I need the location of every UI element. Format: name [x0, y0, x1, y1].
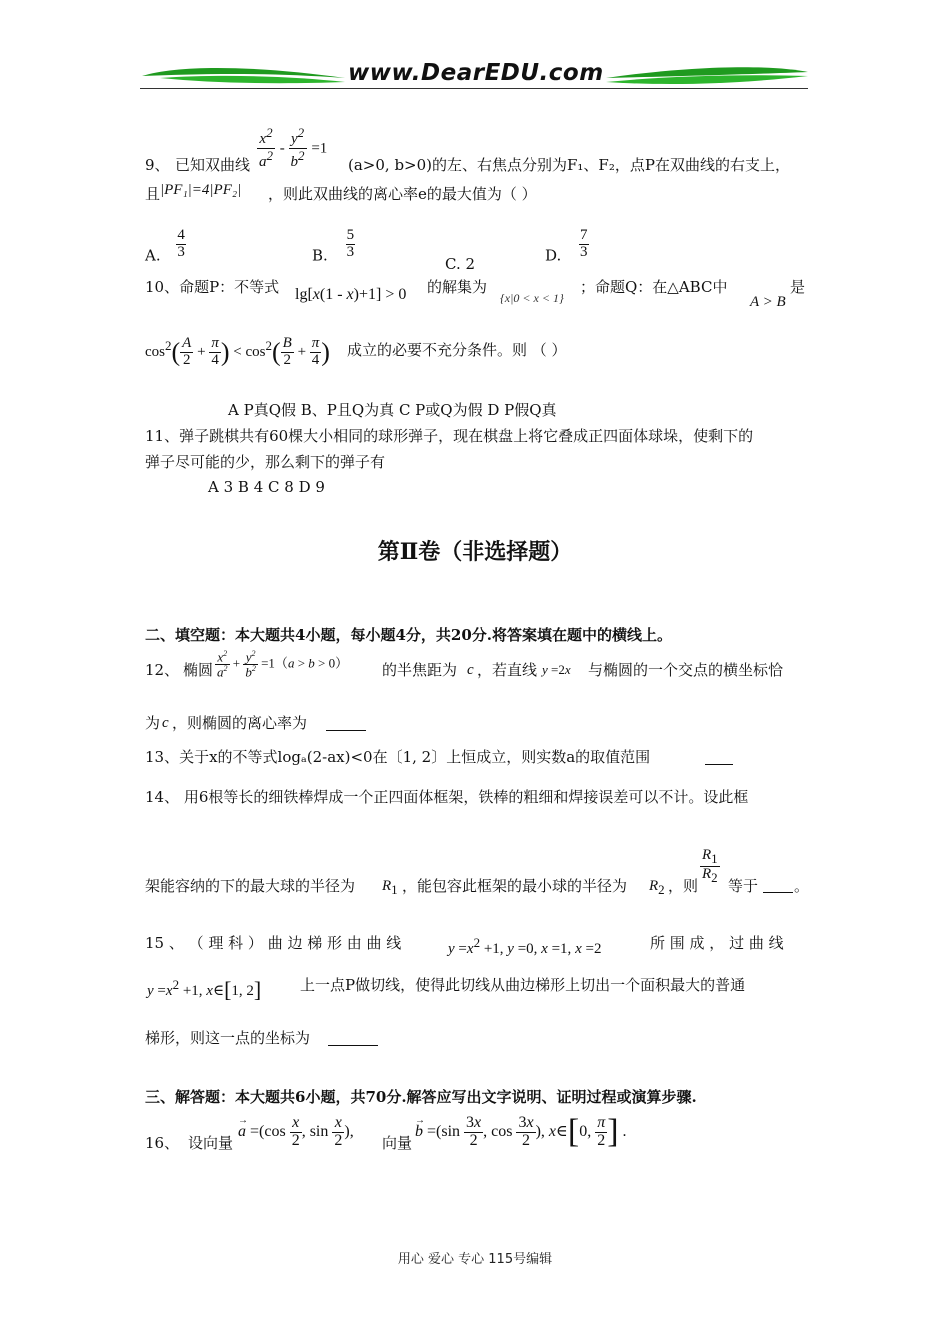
q10-options: A P真Q假 B、P且Q为真 C P或Q为假 D P假Q真	[228, 401, 557, 419]
part2-title: 第Ⅱ卷（非选择题）	[377, 539, 573, 565]
q14-r2: $R_2$	[649, 878, 665, 897]
q9-option-b[interactable]: B. $\frac{5}{3}$	[312, 227, 355, 265]
site-logo[interactable]: www.DearEDU.com	[348, 60, 604, 86]
q10-solution-set: {x|0 < x < 1}	[500, 291, 564, 305]
q9-option-d[interactable]: D. $\frac{7}{3}$	[545, 227, 588, 265]
q15-line2: 上一点P做切线，使得此切线从曲边梯形上切出一个面积最大的普通	[300, 976, 746, 994]
q11-line2: 弹子尽可能的少，那么剩下的弹子有	[145, 453, 386, 471]
q9-line2-prefix: 且	[145, 185, 161, 203]
q9-hyperbola-equation: $\frac{x^2}{a^2}$ - $\frac{y^2}{b^2}$ =1	[259, 125, 328, 170]
q14-l2d: 等于	[728, 877, 759, 895]
q14-r1: $R_1$	[382, 878, 398, 897]
q12-line-equation: y =2x	[542, 662, 571, 677]
q13-answer-blank[interactable]	[705, 764, 733, 765]
q14-line1: 14、 用6根等长的细铁棒焊成一个正四面体框架，铁棒的粗细和焊接误差可以不计。设此框	[145, 788, 749, 806]
q12-line2b: ，则椭圆的离心率为	[172, 714, 308, 732]
q10-text1: 10、命题P：不等式	[145, 278, 280, 296]
header-leaf-left-icon	[140, 62, 350, 88]
q12-t3: ，若直线	[477, 661, 538, 679]
q15-curve-domain: $y =x^2 +1$, x∈[1, 2]	[147, 977, 262, 1002]
q10-inequality: lg[x(1 - x)+1] > 0	[295, 286, 407, 303]
q9-line2-suffix: ，则此双曲线的离心率e的最大值为（ ）	[268, 185, 537, 203]
q15-line3: 梯形，则这一点的坐标为	[145, 1029, 311, 1047]
q13-text: 13、关于x的不等式logₐ(2-ax)<0在〔1, 2〕上恒成立，则实数a的取值范围	[145, 748, 651, 766]
q16-vector-b: b → =(sin $\frac{3x}{2}$ , cos $\frac{3x}{2}$ ), x∈[0, $\frac{\pi}{2}$ ] .	[415, 1112, 627, 1150]
q9-option-b-label: B.	[312, 246, 328, 265]
q11-options: A 3 B 4 C 8 D 9	[208, 478, 325, 496]
q9-option-a-label: A.	[145, 246, 161, 265]
header-leaf-right-icon	[598, 62, 810, 88]
q16-number: 16、	[145, 1134, 180, 1152]
q15-answer-blank[interactable]	[328, 1045, 378, 1046]
q10-text2: 的解集为	[427, 278, 488, 296]
q9-condition: (a>0, b>0)的左、右焦点分别为F₁、F₂，点P在双曲线的右支上，	[348, 156, 790, 174]
q15-l1b: 所 围 成 ， 过 曲 线	[650, 934, 784, 952]
q10-text5: 成立的必要不充分条件。则 （ ）	[347, 341, 567, 359]
q16-t2: 向量	[382, 1134, 413, 1152]
q14-l2c: ，则	[668, 877, 699, 895]
q15-curve-equations: $y =x^2 +1$, y =0, x =1, x =2	[448, 935, 602, 957]
q12-t1: 椭圆	[183, 661, 214, 679]
q11-line1: 11、弹子跳棋共有60棵大小相同的球形弹子，现在棋盘上将它叠成正四面体球垛，使剩下的	[145, 427, 754, 445]
q9-intro: 已知双曲线	[175, 156, 251, 174]
section3-heading: 三、解答题：本大题共6小题，共70分.解答应写出文字说明、证明过程或演算步骤.	[145, 1088, 697, 1106]
q16-vector-a: a → =(cos $\frac{x}{2}$ , sin $\frac{x}{2}$ ),	[238, 1114, 354, 1149]
q14-l2a: 架能容纳的下的最大球的半径为	[145, 877, 356, 895]
q12-t4: 与椭圆的一个交点的横坐标恰	[588, 661, 784, 679]
header-rule	[140, 88, 808, 89]
footer-text: 用心 爱心 专心 115号编辑	[397, 1252, 553, 1267]
header	[140, 58, 810, 94]
q9-option-d-label: D.	[545, 246, 562, 265]
q14-l2e: 。	[794, 877, 810, 895]
q12-t2: 的半焦距为	[382, 661, 458, 679]
q14-ratio: $\frac{R_1}{R_2}$	[702, 847, 718, 885]
q12-number: 12、	[145, 661, 180, 679]
q15-l1a: 15 、 （ 理 科 ） 曲 边 梯 形 由 曲 线	[145, 934, 402, 952]
section2-heading: 二、填空题：本大题共4小题，每小题4分，共20分.将答案填在题中的横线上。	[145, 626, 672, 644]
q9-number: 9、	[145, 156, 170, 174]
q14-answer-blank[interactable]	[763, 892, 793, 893]
q10-cosine-inequality: $\cos^2$( $\frac{A}{2}$ + $\frac{\pi}{4}$ ) < $\cos^2$( $\frac{B}{2}$ + $\frac{\pi}{4}$ )	[145, 335, 330, 369]
q10-condition-ab: A > B	[750, 294, 786, 310]
q16-t1: 设向量	[188, 1134, 234, 1152]
q14-l2b: ，能包容此框架的最小球的半径为	[402, 877, 628, 895]
q9-abs-equation: |PF₁|=4|PF₂|	[160, 182, 242, 198]
q10-text3: ；命题Q：在△ABC中	[580, 278, 728, 296]
q12-ellipse-equation: $\frac{x^2}{a^2}$ + $\frac{y^2}{b^2}$ =1（a > b > 0）	[217, 649, 349, 680]
q10-text4: 是	[790, 278, 806, 296]
q12-c-symbol: c	[467, 662, 474, 678]
q12-answer-blank[interactable]	[326, 730, 366, 731]
q9-option-c[interactable]: C. 2	[445, 255, 476, 273]
q12-line2a: 为	[145, 714, 161, 732]
q12-c-symbol-2: c	[162, 715, 169, 731]
q9-option-a[interactable]: A. $\frac{4}{3}$	[145, 227, 185, 265]
